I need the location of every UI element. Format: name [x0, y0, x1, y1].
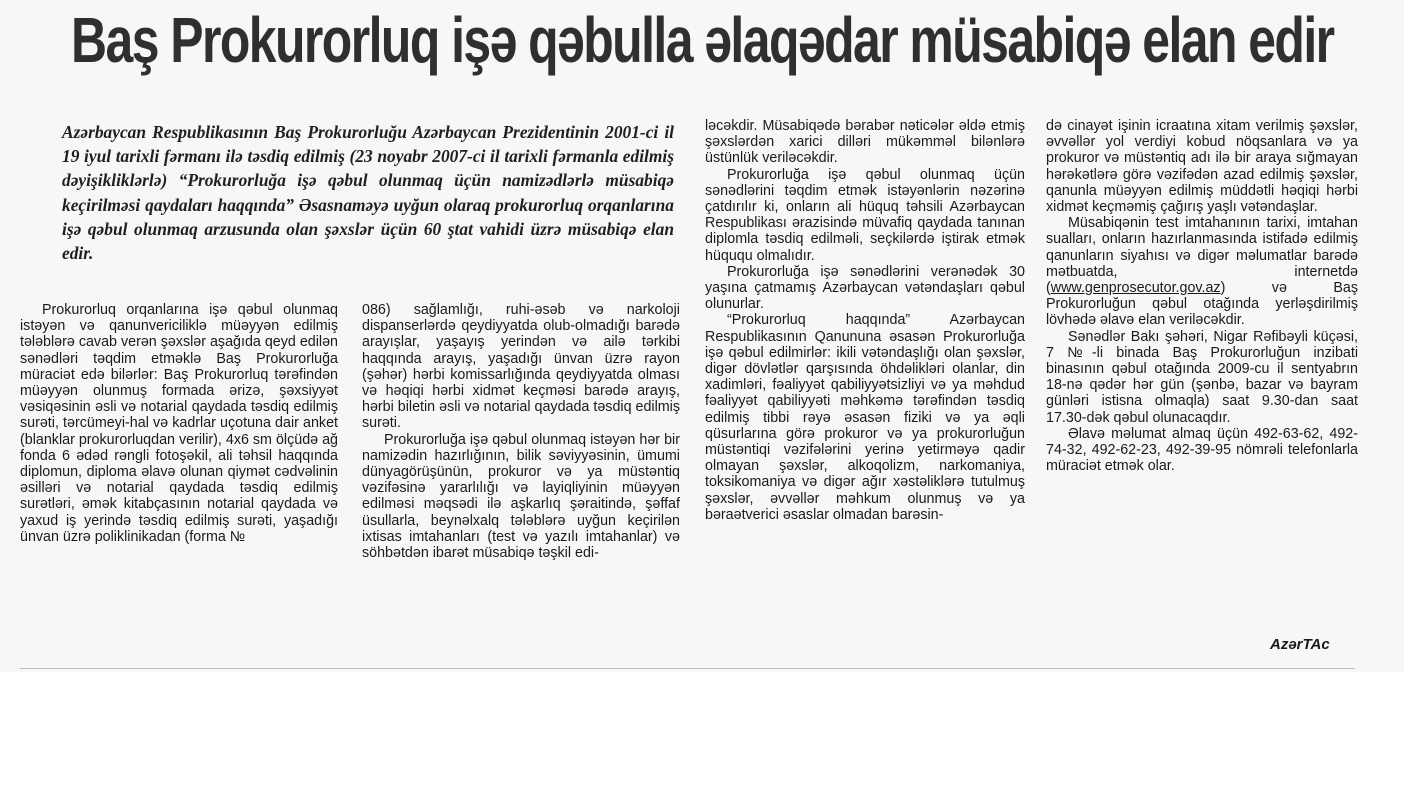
paragraph: Əlavə məlumat almaq üçün 492-63-62, 492-74-32, 492-62-23, 492-39-95 nömrəli telefonlarla müraciət etmək olar.	[1046, 425, 1358, 475]
website-link[interactable]: www.genprosecutor.gov.az	[1050, 280, 1221, 297]
paragraph: ləcəkdir. Müsabiqədə bərabər nəticələr əldə etmiş şəxslərdən xarici dilləri mükəmməl bilənlərə üstünlük veriləcəkdir.	[705, 118, 1025, 167]
bottom-rule	[20, 668, 1355, 669]
column-3	[705, 118, 1025, 523]
agency-signature: AzərTAc	[1270, 636, 1330, 653]
paragraph: Prokurorluğa işə qəbul olunmaq istəyən hər bir namizədin hazırlığının, bilik səviyyəsinin, ümumi dünyagörüşünün, prokuror və ya müstəntiq vəzifəsinə yararlılığı və layiqliyinin müəyyən edilməsi məqsədi ilə aşkarlıq şəraitində, şəffaf üsullarla, beynəlxalq tələblərə uyğun keçirilən ixtisas imtahanları (test və yazılı imtahanlar) və söhbətdən ibarət müsabiqə təşkil edi-	[362, 431, 680, 562]
text-segment: Müsabiqənin test imtahanının tarixi, imtahan sualları, onların hazırlanmasında istifadə edilmiş qanunların siyahısı və digər məlumatlar barədə mətbuatda, internetdə (	[1046, 215, 1358, 297]
headline: Baş Prokurorluq işə qəbulla əlaqədar müsabiqə elan edir	[70, 4, 1334, 76]
paragraph: də cinayət işinin icraatına xitam verilmiş şəxslər, əvvəllər yol verdiyi kobud nöqsanlara və ya prokuror və müstəntiq adı ilə bir araya sığmayan hərəkətlərə görə vəzifədən azad edilmiş şəxslər, qanunla müəyyən edilmiş müddətli həqiqi hərbi xidmət keçməmiş çağırış yaşlı vətəndaşlar.	[1046, 118, 1358, 216]
paragraph: Prokurorluq orqanlarına işə qəbul olunmaq istəyən və qanunvericiliklə müəyyən edilmiş tələblərə cavab verən şəxslər aşağıda qeyd edilən sənədləri təqdim etməklə Baş Prokurorluğa müraciət edə bilərlər: Baş Prokurorluq tərəfindən müəyyən olunmuş formada ərizə, şəxsiyyət vəsiqəsinin əsli və notarial qaydada təsdiq edilmiş surəti, tərcümeyi-hal və kadrlar uçotuna dair anket (blanklar prokurorluqdan verilir), 4x6 sm ölçüdə ağ fonda 6 ədəd rəngli fotoşəkil, ali təhsil haqqında diplomun, diploma əlavə olunan qiymət cədvəlinin əsilləri və notarial qaydada təsdiq edilmiş surətləri, əmək kitabçasının notarial qaydada və yaxud iş yerində təsdiq edilmiş surəti, yaşadığı ünvan üzrə poliklinikadan (forma №	[20, 302, 338, 545]
column-1	[20, 302, 338, 545]
paragraph: Prokurorluğa işə sənədlərini verənədək 30 yaşına çatmamış Azərbaycan vətəndaşları qəbul olunurlar.	[705, 263, 1025, 313]
paragraph: Sənədlər Bakı şəhəri, Nigar Rəfibəyli küçəsi, 7 №-li binada Baş Prokurorluğun inzibati binasının qəbul otağında 2009-cu il sentyabrın 18-nə qədər hər gün (şənbə, bazar və bayram günləri istisna olmaqla) saat 9.30-dan saat 17.30-dək qəbul olunacaqdır.	[1046, 328, 1358, 426]
paragraph: “Prokurorluq haqqında” Azərbaycan Respublikasının Qanununa əsasən Prokurorluğa işə qəbul edilmirlər: ikili vətəndaşlığı olan şəxslər, digər dövlətlər qarşısında öhdəlikləri olanlar, din xadimləri, fəaliyyət qabiliyyətsizliyi və ya məhdud fəaliyyət qabiliyyəti məhkəmə tərəfindən təsdiq edilmiş tibbi rəyə əsasən fiziki və ya əqli qüsurlarına görə prokuror və ya prokurorluğun müstəntiqi vəzifələrini yerinə yetirməyə qadir olmayan şəxslər, alkoqolizm, narkomaniya, toksikomaniya və digər ağır xəstəliklərə tutulmuş şəxslər, əvvəllər məhkum olunmuş və ya bəraətverici əsaslar olmadan barəsin-	[705, 312, 1025, 523]
column-4	[1046, 118, 1358, 474]
headline-banner	[0, 0, 1404, 80]
lead-paragraph: Azərbaycan Respublikasının Baş Prokurorluğu Azərbaycan Prezidentinin 2001-ci il 19 iyul tarixli fərmanı ilə təsdiq edilmiş (23 noyabr 2007-ci il tarixli fərmanla edilmiş dəyişikliklərlə) “Prokurorluğa işə qəbul olunmaq üçün namizədlərlə müsabiqə keçirilməsi qaydaları haqqında” Əsasnaməyə uyğun olaraq prokurorluq orqanlarına işə qəbul olunmaq arzusunda olan şəxslər üçün 60 ştat vahidi üzrə müsabiqə elan edir.	[62, 122, 674, 264]
paragraph-announcement	[1046, 215, 1358, 328]
column-2	[362, 302, 680, 561]
paragraph: Prokurorluğa işə qəbul olunmaq üçün sənədlərini təqdim etmək istəyənlərin nəzərinə çatdırılır ki, onların ali hüquq təhsili Azərbaycan Respublikası ərazisində müvafiq qaydada tanınan diplomla təsdiq edilməli, seçkilərdə iştirak etmək hüququ olmalıdır.	[705, 166, 1025, 264]
text-segment: ) və Baş Prokurorluğun qəbul otağında yerləşdirilmiş lövhədə əlavə elan veriləcəkdir.	[1046, 280, 1358, 329]
paragraph: 086) sağlamlığı, ruhi-əsəb və narkoloji dispanserlərdə qeydiyyatda olub-olmadığı barədə arayışlar, yaşayış yerindən və ailə tərkibi haqqında arayış, yaşadığı ünvan üzrə rayon (şəhər) hərbi komissarlığında qeydiyyatda olması və həqiqi hərbi xidmət keçməsi barədə arayış, hərbi biletin əsli və notarial qaydada təsdiq edilmiş surəti.	[362, 302, 680, 432]
